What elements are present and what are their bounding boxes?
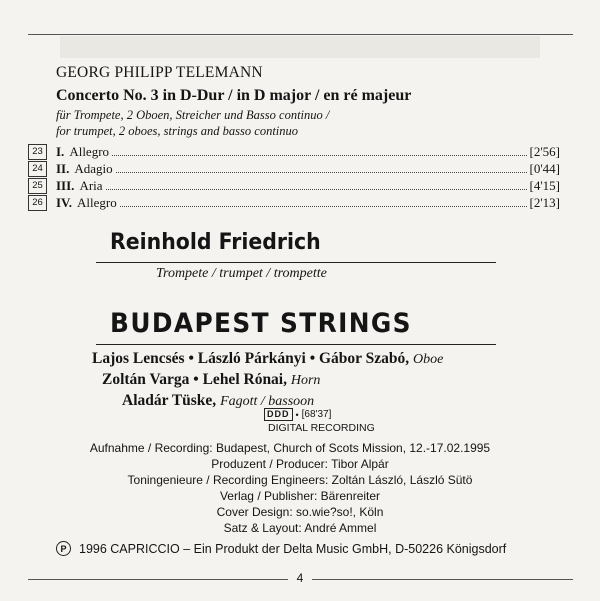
track-number: 26 <box>28 195 47 211</box>
soloist-divider <box>96 262 496 263</box>
credit-publisher: Verlag / Publisher: Bärenreiter <box>219 489 381 503</box>
composer-heading: GEORG PHILIPP TELEMANN <box>56 64 263 81</box>
dot-leader <box>112 155 527 156</box>
track-row <box>28 178 588 195</box>
copyright-text: 1996 CAPRICCIO – Ein Produkt der Delta Music GmbH, D-50226 Königsdorf <box>79 541 507 556</box>
member-role: Fagott / bassoon <box>220 394 315 409</box>
movement-duration: [2'56] <box>529 144 560 159</box>
phonogram-icon: P <box>56 541 71 556</box>
recording-type: DIGITAL RECORDING <box>268 422 375 434</box>
instrumentation-de: für Trompete, 2 Oboen, Streicher und Basso continuo / <box>56 108 330 122</box>
dot-leader <box>116 172 528 173</box>
movement-title: Adagio <box>74 161 113 176</box>
ensemble-name: BUDAPEST STRINGS <box>110 308 412 339</box>
ddd-code: DDD <box>264 408 293 421</box>
page-number: 4 <box>288 571 312 585</box>
movement-number: IV. <box>56 195 73 210</box>
track-row <box>28 195 588 212</box>
member-names: Aladár Tüske, <box>122 392 217 409</box>
credit-recording: Aufnahme / Recording: Budapest, Church of Scots Mission, 12.-17.02.1995 <box>89 441 491 455</box>
credit-producer: Produzent / Producer: Tibor Alpár <box>211 457 389 471</box>
soloist-instrument: Trompete / trumpet / trompette <box>156 266 327 281</box>
movement-title: Aria <box>79 178 103 193</box>
soloist-name: Reinhold Friedrich <box>110 230 321 255</box>
track-number: 25 <box>28 178 47 194</box>
movement-duration: [2'13] <box>529 195 560 210</box>
bleed-through-shade <box>60 36 540 58</box>
track-number: 23 <box>28 144 47 160</box>
member-role: Horn <box>290 373 321 388</box>
ensemble-members-oboe <box>92 350 443 368</box>
ensemble-divider <box>96 344 496 345</box>
movement-number: I. <box>56 144 65 159</box>
movement-title: Allegro <box>69 144 110 159</box>
ensemble-members-horn <box>102 371 320 389</box>
total-duration: [68'37] <box>301 409 332 420</box>
movement-duration: [4'15] <box>529 178 560 193</box>
member-names: Zoltán Varga • Lehel Rónai, <box>102 371 287 388</box>
copyright-line <box>56 541 506 556</box>
dot-leader <box>120 206 528 207</box>
movement-duration: [0'44] <box>529 161 560 176</box>
work-title: Concerto No. 3 in D-Dur / in D major / en ré majeur <box>56 87 412 104</box>
track-number: 24 <box>28 161 47 177</box>
instrumentation-en: for trumpet, 2 oboes, strings and basso continuo <box>56 124 299 138</box>
recording-badge <box>264 408 331 421</box>
bullet-separator: • <box>295 409 299 420</box>
track-row <box>28 161 588 178</box>
movement-number: II. <box>56 161 70 176</box>
top-rule <box>28 34 573 35</box>
dot-leader <box>106 189 528 190</box>
member-names: Lajos Lencsés • László Párkányi • Gábor Szabó, <box>92 350 410 367</box>
movement-number: III. <box>56 178 75 193</box>
member-role: Oboe <box>413 352 444 367</box>
credit-layout: Satz & Layout: André Ammel <box>223 521 377 535</box>
movement-title: Allegro <box>77 195 117 210</box>
track-row <box>28 144 588 161</box>
credit-cover-design: Cover Design: so.wie?so!, Köln <box>216 505 384 519</box>
credit-engineers: Toningenieure / Recording Engineers: Zoltán László, László Sütö <box>127 473 473 487</box>
